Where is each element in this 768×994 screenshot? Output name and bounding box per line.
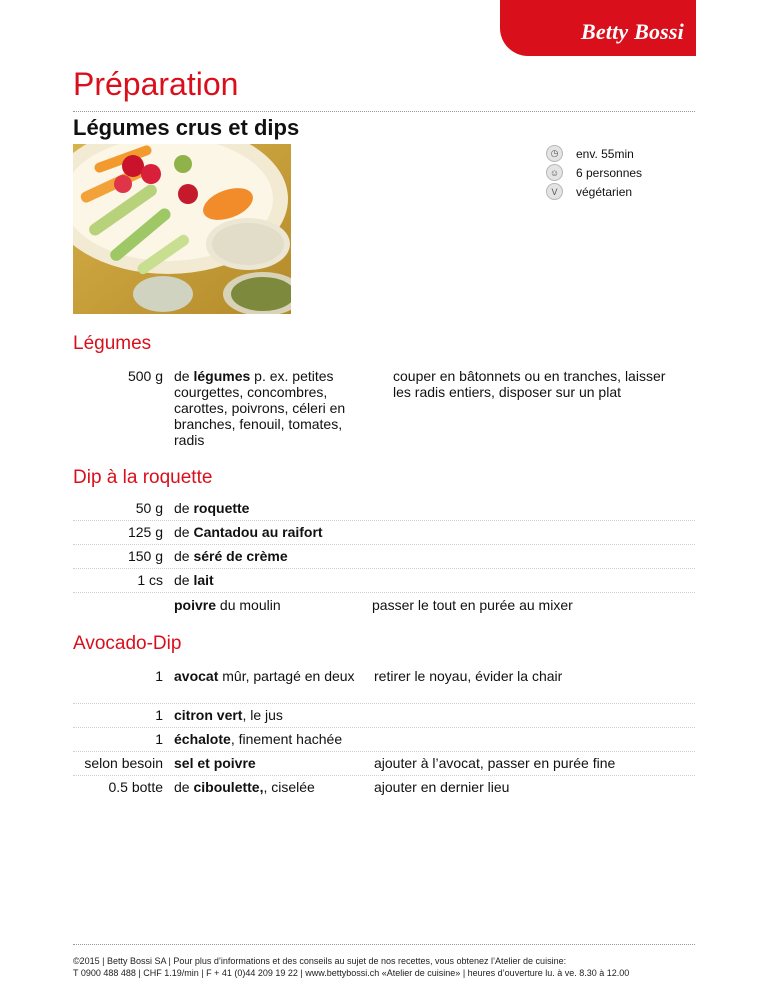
ingredient-qty: 500 g xyxy=(127,368,163,384)
info-servings-text: 6 personnes xyxy=(576,165,643,180)
ingredient-row xyxy=(73,597,695,618)
ingredient-qty: 1 xyxy=(155,707,163,723)
recipe-photo xyxy=(73,144,291,314)
ingredient-qty: 50 g xyxy=(135,500,163,516)
recipe-title: Légumes crus et dips xyxy=(73,115,300,140)
ingredient-row xyxy=(73,524,695,545)
info-time-text: env. 55min xyxy=(576,146,634,161)
ingredient-text: sel et poivre xyxy=(174,755,256,771)
page-title: Préparation xyxy=(73,66,239,102)
footer-line-1: ©2015 | Betty Bossi SA | Pour plus d’informations et des conseils au sujet de nos recettes, vous obtenez l’Atelier de cuisine: xyxy=(73,956,567,966)
ingredient-note: couper en bâtonnets ou en tranches, laisser les radis entiers, disposer sur un plat xyxy=(393,368,666,400)
ingredient-row xyxy=(73,668,695,704)
ingredient-qty: 125 g xyxy=(127,524,163,540)
ingredient-note: passer le tout en purée au mixer xyxy=(372,597,573,613)
footer-divider xyxy=(73,944,695,945)
info-diet-text: végétarien xyxy=(576,184,633,199)
ingredient-qty: selon besoin xyxy=(84,755,163,771)
ingredient-row xyxy=(73,500,695,521)
ingredient-text: citron vert, le jus xyxy=(174,707,283,723)
section-title-legumes: Légumes xyxy=(73,333,152,354)
ingredient-qty: 0.5 botte xyxy=(108,779,163,795)
ingredient-text: avocat mûr, partagé en deux xyxy=(174,668,355,684)
ingredient-text: de séré de crème xyxy=(174,548,288,564)
info-time xyxy=(546,144,642,163)
clock-icon: ◷ xyxy=(546,145,563,162)
ingredient-row xyxy=(73,572,695,593)
ingredient-text: de Cantadou au raifort xyxy=(174,524,323,540)
ingredient-note: ajouter en dernier lieu xyxy=(374,779,510,795)
ingredient-qty: 150 g xyxy=(127,548,163,564)
ingredient-row xyxy=(73,368,695,448)
section-title-avocado: Avocado-Dip xyxy=(73,633,182,654)
vegetarian-icon: V xyxy=(546,183,563,200)
ingredient-row xyxy=(73,755,695,776)
ingredient-qty: 1 cs xyxy=(137,572,163,588)
recipe-info xyxy=(546,144,642,201)
section-title-roquette: Dip à la roquette xyxy=(73,467,213,488)
ingredient-text: de légumes p. ex. petites courgettes, concombres, carottes, poivrons, céleri en branches, fenouil, tomates, radis xyxy=(174,368,346,448)
ingredient-qty: 1 xyxy=(155,668,163,684)
ingredient-note: retirer le noyau, évider la chair xyxy=(374,668,563,684)
ingredient-text: échalote, finement hachée xyxy=(174,731,343,747)
ingredient-text: poivre du moulin xyxy=(174,597,281,613)
ingredient-text: de ciboulette,, ciselée xyxy=(174,779,315,795)
ingredient-row xyxy=(73,548,695,569)
footer xyxy=(73,955,695,979)
ingredient-row xyxy=(73,779,695,800)
servings-icon: ☺ xyxy=(546,164,563,181)
ingredient-qty: 1 xyxy=(155,731,163,747)
ingredient-row xyxy=(73,707,695,728)
title-divider xyxy=(73,111,695,112)
info-servings xyxy=(546,163,642,182)
ingredient-text: de lait xyxy=(174,572,214,588)
ingredient-row xyxy=(73,731,695,752)
footer-line-2: T 0900 488 488 | CHF 1.19/min | F + 41 (0)44 209 19 22 | www.bettybossi.ch «Atelier de cuisine» | heures d’ouverture lu. à ve. 8.30 à 12.00 xyxy=(73,968,630,978)
ingredient-note: ajouter à l’avocat, passer en purée fine xyxy=(374,755,616,771)
ingredient-text: de roquette xyxy=(174,500,250,516)
info-diet xyxy=(546,182,642,201)
brand-tab xyxy=(500,0,696,56)
brand-logo: Betty Bossi xyxy=(580,19,684,44)
